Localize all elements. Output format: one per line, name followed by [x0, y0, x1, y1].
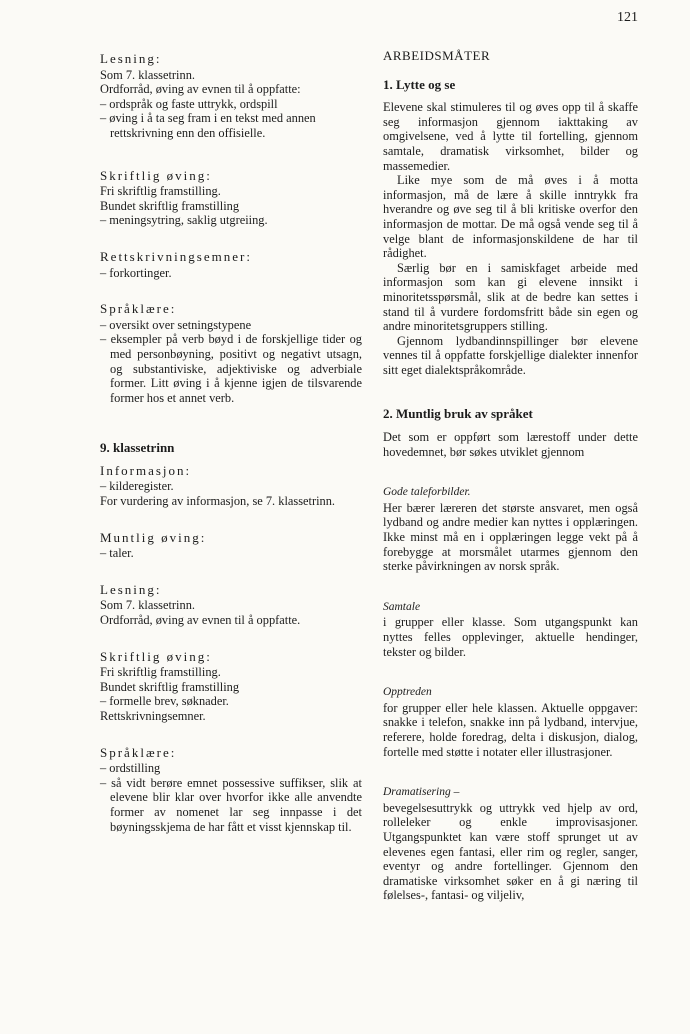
heading-lesning: Lesning:	[100, 581, 162, 597]
paragraph: bevegelsesuttrykk og uttrykk ved hjelp av ord, rolleleker og enkle improvisasjoner. Utgangspunktet kan være stoff sprunget ut av elevenes egen fantasi, eller rim og regler, sanger, eventyr og andre fortellinger. Gjennom den dramatiske virksomhet søker en å gi næring til følelses-, fantasi- og viljeliv,	[383, 800, 638, 903]
section-title: ARBEIDSMÅTER	[383, 48, 491, 63]
text-line: Bundet skriftlig framstilling	[100, 679, 240, 694]
paragraph: Gjennom lydbandinnspillinger bør elevene vennes til å oppfatte forskjellige dialekter innenfor sitt eget dialektspråkområde.	[383, 333, 638, 377]
paragraph: Elevene skal stimuleres til og øves opp til å skaffe seg informasjon gjennom iakttaking av omgivelsene, ved å lytte til fortelling, gjennom samtale, dramatisk virksomhet, bilder og massemedier.	[383, 100, 638, 173]
text-line: Som 7. klassetrinn.	[100, 67, 195, 82]
grade-heading: 9. klassetrinn	[100, 440, 175, 456]
heading-muntlig: Muntlig øving:	[100, 529, 207, 545]
text-line: Rettskrivningsemner.	[100, 709, 206, 723]
paragraph: Det som er oppført som lærestoff under dette hovedemnet, bør søkes utviklet gjennom	[383, 430, 638, 459]
text-line: Ordforråd, øving av evnen til å oppfatte:	[100, 82, 301, 97]
list-item: – eksempler på verb bøyd i de forskjellige tider og med personbøyning, positivt og negativt utsagn, og substantiviske, adjektiviske og adverbiale former. Litt øving i å kjenne igjen de tilsvarende former hos et annet verb.	[100, 332, 362, 405]
section-muntlig	[100, 531, 362, 561]
subheading: 1. Lytte og se	[383, 76, 456, 92]
paragraph: Her bærer læreren det største ansvaret, men også lydband og andre medier kan nyttes i opplæringen. Ikke minst må en i opplæringen legge vekt på å forebygge at morsmålet utarmes gjennom den sterke påvirkningen av norsk språk.	[383, 500, 638, 574]
section-informasjon	[100, 464, 362, 509]
heading-rettskrivning: Rettskrivningsemner:	[100, 248, 252, 264]
heading-skriftlig: Skriftlig øving:	[100, 648, 212, 664]
paragraph: for grupper eller hele klassen. Aktuelle oppgaver: snakke i telefon, snakke inn på lydband, intervjue, referere, holde foredrag, delta i diskusjon, dialog, fortelle med støtte i notater eller illustrasjoner.	[383, 700, 638, 759]
item-heading: Samtale	[383, 600, 421, 613]
heading-spraklaere: Språklære:	[100, 301, 177, 317]
text-line: For vurdering av informasjon, se 7. klassetrinn.	[100, 494, 336, 509]
heading-informasjon: Informasjon:	[100, 462, 192, 478]
section-lesning-7	[100, 52, 362, 141]
left-column	[100, 52, 362, 856]
item-opptreden	[383, 685, 638, 759]
section-spraklaere-9	[100, 746, 362, 835]
text-line: Fri skriftlig framstilling.	[100, 184, 221, 199]
list-item: – så vidt berøre emnet possessive suffikser, slik at elevene blir klar over hvorfor ikke alle anvendte former av nomenet lar seg innpasse i det bøyningsskjema de har fått et visst kjennskap til.	[100, 775, 362, 834]
section-rettskrivning	[100, 250, 362, 280]
section-muntlig-bruk	[383, 407, 638, 459]
list-item: – kilderegister.	[100, 479, 174, 494]
item-samtale	[383, 600, 638, 659]
list-item: – øving i å ta seg fram i en tekst med annen rettskrivning enn den offisielle.	[100, 111, 316, 140]
item-heading: Opptreden	[383, 686, 432, 699]
item-dramatisering	[383, 785, 638, 903]
paragraph: Særlig bør en i samiskfaget arbeide med informasjon som kan gi elevene innsikt i minoritetsspørsmål, slik at de bedre kan settes i stand til å vurdere fordomsfritt både sin egen og andre minoritetsgruppers stilling.	[383, 260, 638, 334]
heading-spraklaere: Språklære:	[100, 744, 177, 760]
section-skriftlig-7	[100, 169, 362, 228]
list-item: – forkortinger.	[100, 265, 172, 280]
text-line: Bundet skriftlig framstilling	[100, 198, 240, 213]
item-heading: Gode taleforbilder.	[383, 486, 471, 499]
list-item: – ordspråk og faste uttrykk, ordspill	[100, 96, 278, 111]
list-item: – ordstilling	[100, 761, 161, 776]
section-lytte-og-se	[383, 78, 638, 378]
item-gode-taleforbilder	[383, 485, 638, 574]
list-item: – taler.	[100, 546, 134, 561]
subheading: 2. Muntlig bruk av språket	[383, 406, 533, 422]
list-item: – oversikt over setningstypene	[100, 317, 252, 332]
section-skriftlig-9	[100, 650, 362, 724]
section-lesning-9	[100, 583, 362, 628]
list-item: – formelle brev, søknader.	[100, 694, 229, 709]
right-column	[383, 49, 638, 923]
page-number: 121	[617, 10, 638, 25]
item-heading: Dramatisering –	[383, 786, 460, 799]
text-line: Ordforråd, øving av evnen til å oppfatte.	[100, 613, 301, 628]
text-line: Fri skriftlig framstilling.	[100, 665, 221, 680]
heading-skriftlig: Skriftlig øving:	[100, 167, 212, 183]
text-line: Som 7. klassetrinn.	[100, 598, 195, 613]
paragraph: i grupper eller klasse. Som utgangspunkt kan nyttes felles opplevinger, aktuelle hendinger, tekster og bilder.	[383, 615, 638, 659]
section-spraklaere-7	[100, 302, 362, 405]
paragraph: Like mye som de må øves i å motta informasjon, må de lære å skille inntrykk fra hverandre og øve seg til å bli kritiske overfor den informasjon de mottar. De må også vende seg til å velge blant de informasjonskildene de har til rådighet.	[383, 173, 638, 261]
heading-lesning: Lesning:	[100, 51, 162, 66]
list-item: – meningsytring, saklig utgreiing.	[100, 213, 268, 228]
